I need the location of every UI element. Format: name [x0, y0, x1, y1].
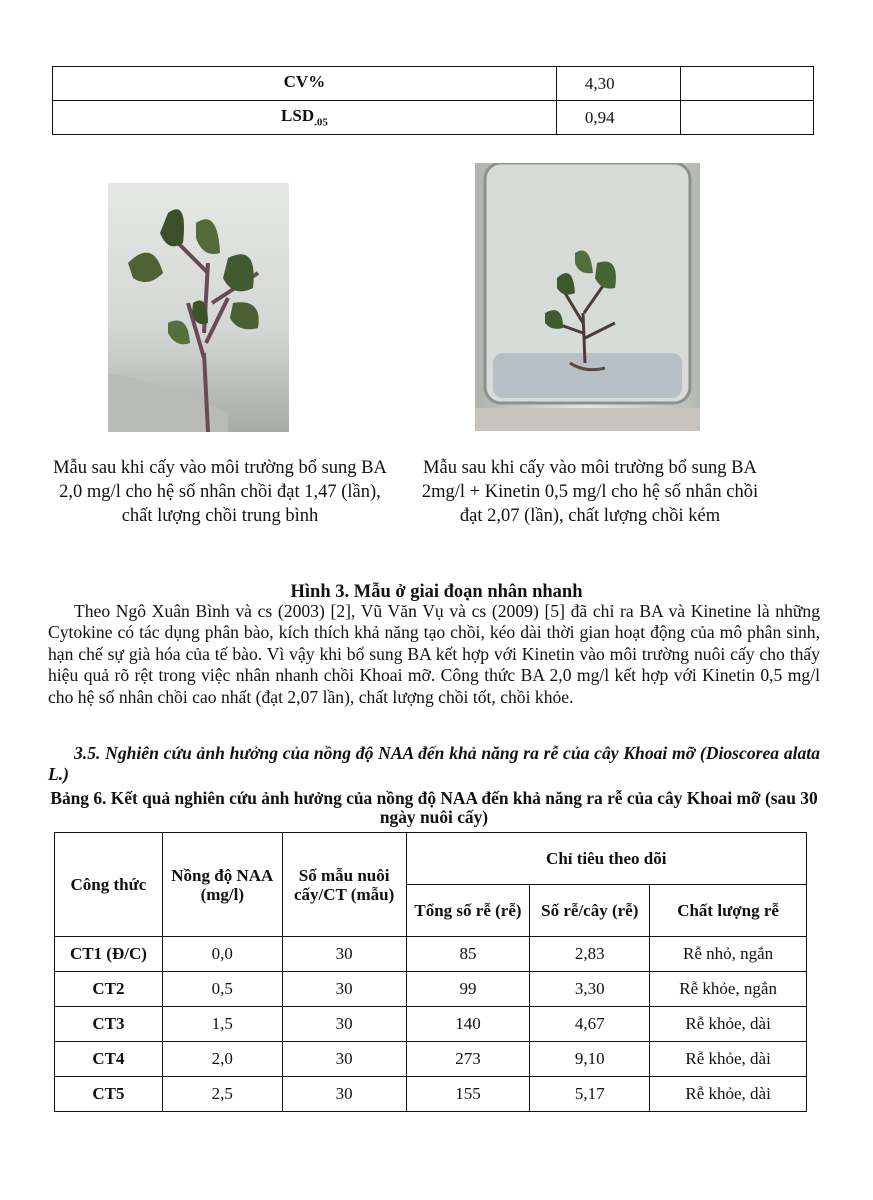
cell-roots-per-plant: 9,10 [530, 1042, 650, 1077]
cell-total-roots: 85 [406, 937, 530, 972]
cell-root-quality: Rễ khỏe, dài [650, 1077, 807, 1112]
cell-naa: 1,5 [162, 1007, 282, 1042]
table-header-row [55, 833, 807, 885]
cell-root-quality: Rễ khỏe, ngắn [650, 972, 807, 1007]
stat-value: 0,94 [556, 101, 680, 135]
table-row [55, 1042, 807, 1077]
cell-roots-per-plant: 4,67 [530, 1007, 650, 1042]
cell-naa: 2,5 [162, 1077, 282, 1112]
stat-value: 4,30 [556, 67, 680, 101]
header-total-roots: Tổng số rễ (rễ) [406, 885, 530, 937]
cell-samples: 30 [282, 1042, 406, 1077]
cell-roots-per-plant: 5,17 [530, 1077, 650, 1112]
stat-label: CV% [53, 67, 557, 101]
table-row [55, 937, 807, 972]
table-row [55, 1077, 807, 1112]
header-roots-per-plant: Số rễ/cây (rễ) [530, 885, 650, 937]
empty-cell [680, 67, 813, 101]
figure-caption-left: Mẫu sau khi cấy vào môi trường bổ sung BA 2,0 mg/l cho hệ số nhân chồi đạt 1,47 (lần), chất lượng chồi trung bình [53, 458, 387, 526]
stat-label: $LSD_{.05}$ [53, 101, 557, 135]
cell-samples: 30 [282, 937, 406, 972]
statistics-table [52, 66, 814, 135]
header-samples: Số mẫu nuôi cấy/CT (mẫu) [282, 833, 406, 937]
cell-naa: 0,0 [162, 937, 282, 972]
table-row [53, 101, 814, 135]
cell-root-quality: Rễ nhỏ, ngắn [650, 937, 807, 972]
cell-formula: CT4 [55, 1042, 163, 1077]
cell-samples: 30 [282, 1007, 406, 1042]
table-row [55, 972, 807, 1007]
header-root-quality: Chất lượng rễ [650, 885, 807, 937]
cell-total-roots: 273 [406, 1042, 530, 1077]
cell-formula: CT3 [55, 1007, 163, 1042]
cell-naa: 2,0 [162, 1042, 282, 1077]
cell-total-roots: 155 [406, 1077, 530, 1112]
figure-title: Hình 3. Mẫu ở giai đoạn nhân nhanh [290, 582, 583, 602]
results-table [54, 832, 807, 1112]
cell-roots-per-plant: 3,30 [530, 972, 650, 1007]
cell-formula: CT2 [55, 972, 163, 1007]
plantlet-photo-left [108, 183, 289, 432]
cell-formula: CT1 (Đ/C) [55, 937, 163, 972]
cell-formula: CT5 [55, 1077, 163, 1112]
figure-caption-right: Mẫu sau khi cấy vào môi trường bổ sung BA 2mg/l + Kinetin 0,5 mg/l cho hệ số nhân chồi đạt 2,07 (lần), chất lượng chồi kém [421, 458, 759, 526]
cell-total-roots: 140 [406, 1007, 530, 1042]
table-title: Bảng 6. Kết quả nghiên cứu ảnh hưởng của nồng độ NAA đến khả năng ra rễ của cây Khoai mỡ (sau 30 ngày nuôi cấy) [50, 788, 818, 827]
cell-naa: 0,5 [162, 972, 282, 1007]
cell-root-quality: Rễ khỏe, dài [650, 1007, 807, 1042]
cell-root-quality: Rễ khỏe, dài [650, 1042, 807, 1077]
header-indicators: Chỉ tiêu theo dõi [406, 833, 806, 885]
table-row [53, 67, 814, 101]
table-row [55, 1007, 807, 1042]
paragraph-text: Theo Ngô Xuân Bình và cs (2003) [2], Vũ Văn Vụ và cs (2009) [5] đã chỉ ra BA và Kinetine là những Cytokine có tác dụng phân bào, kích thích khả năng tạo chồi, kéo dài thời gian hoạt động của mô phân sinh, hạn chế sự già hóa của tế bào. Vì vậy khi bổ sung BA kết hợp với Kinetin vào môi trường nuôi cấy cho thấy hiệu quả rõ rệt trong việc nhân nhanh chồi Khoai mỡ. Công thức BA 2,0 mg/l kết hợp với Kinetin 0,5 mg/l cho hệ số nhân chồi cao nhất (đạt 2,07 lần), chất lượng chồi tốt, chồi khỏe. [48, 601, 820, 707]
section-heading: 3.5. Nghiên cứu ảnh hưởng của nồng độ NAA đến khả năng ra rễ của cây Khoai mỡ (Dioscorea alata L.) [48, 743, 820, 785]
header-naa: Nồng độ NAA (mg/l) [162, 833, 282, 937]
cell-roots-per-plant: 2,83 [530, 937, 650, 972]
culture-jar-photo-right [475, 163, 700, 431]
cell-samples: 30 [282, 972, 406, 1007]
header-formula: Công thức [55, 833, 163, 937]
cell-total-roots: 99 [406, 972, 530, 1007]
body-paragraph [48, 601, 820, 708]
cell-samples: 30 [282, 1077, 406, 1112]
empty-cell [680, 101, 813, 135]
